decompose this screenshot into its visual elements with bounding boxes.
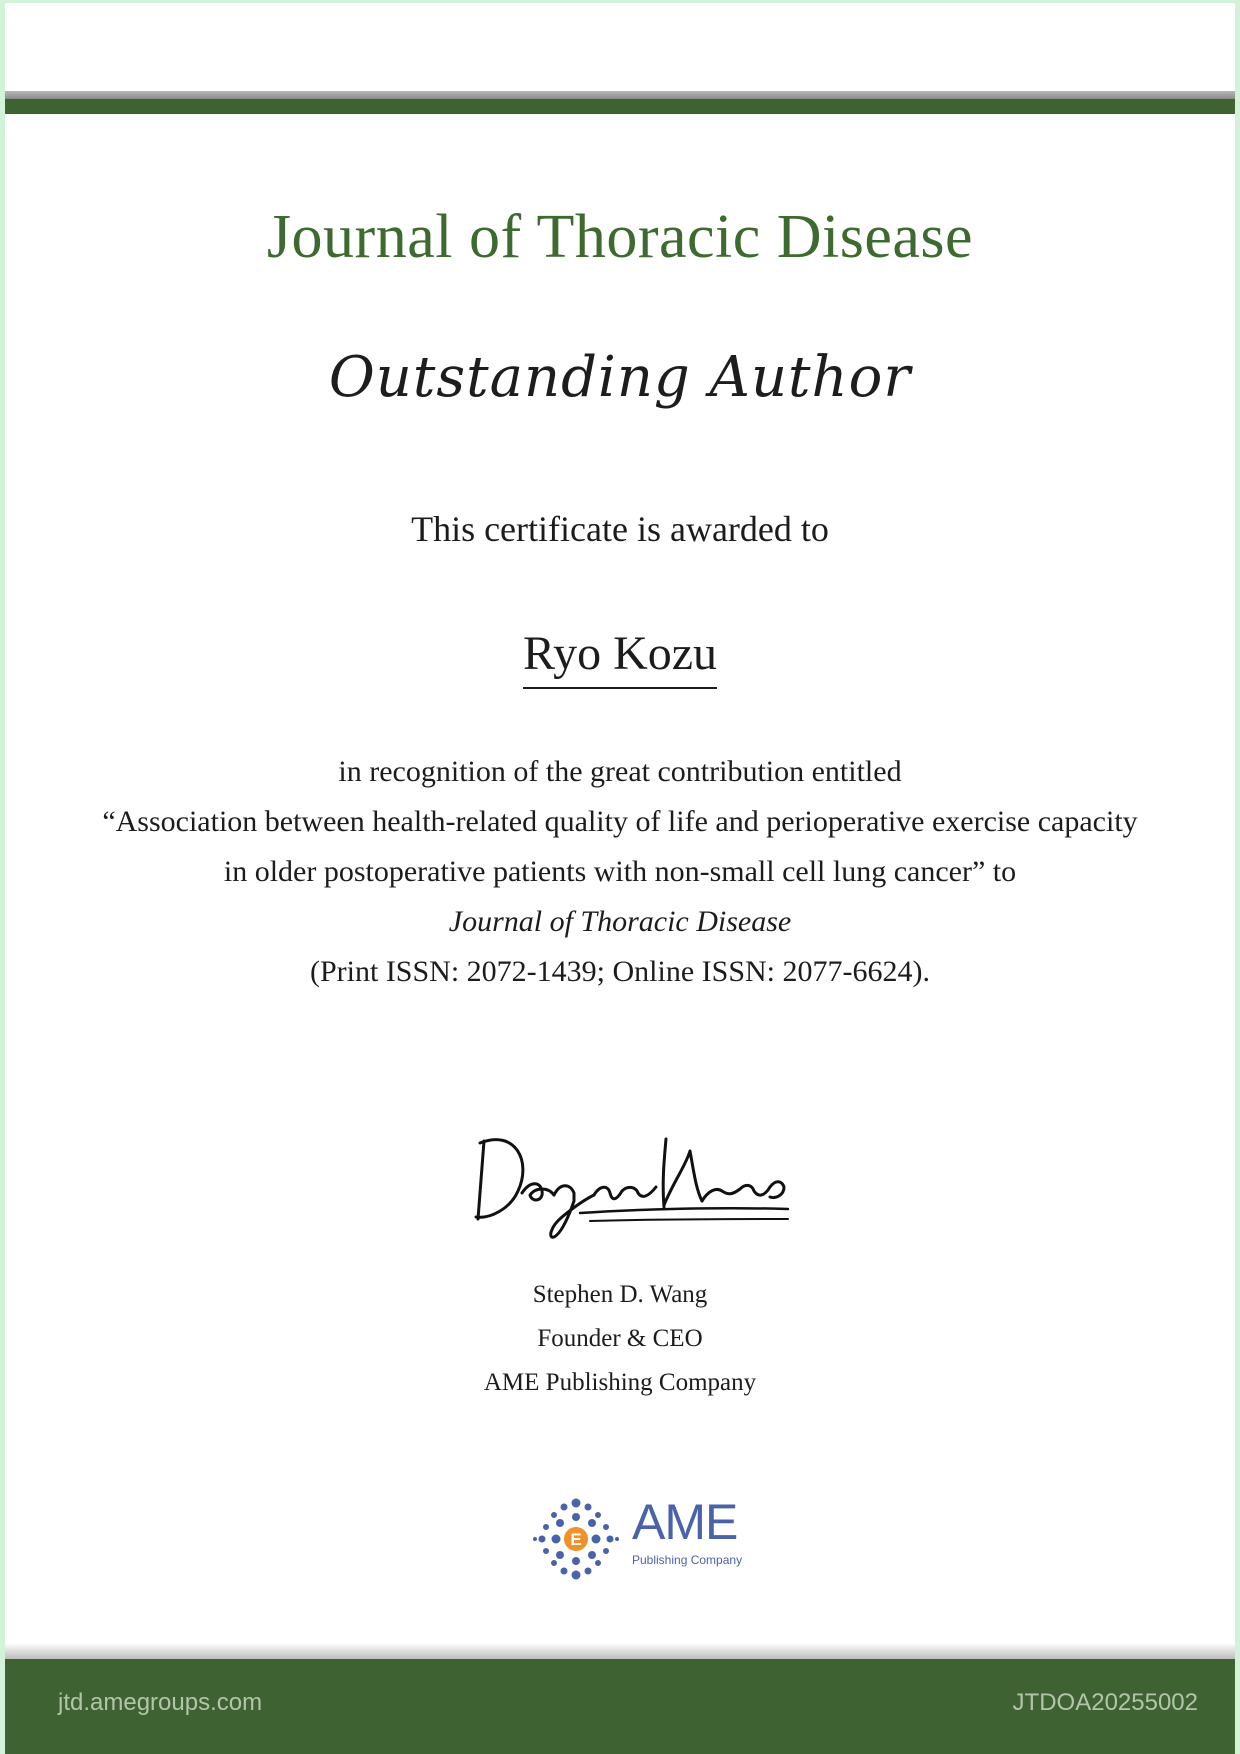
contribution-line-1: in recognition of the great contribution entitled xyxy=(338,755,902,788)
ame-dots-icon xyxy=(532,1495,628,1580)
ame-logo xyxy=(532,1495,742,1580)
footer-bar xyxy=(5,1659,1235,1754)
recipient-name: Ryo Kozu xyxy=(523,628,717,689)
contribution-issn: (Print ISSN: 2072-1439; Online ISSN: 2077-6624). xyxy=(309,955,930,988)
contribution-line-2: “Association between health-related quality of life and perioperative exercise capacity xyxy=(102,805,1138,838)
top-divider-grey xyxy=(5,91,1235,99)
signer-name: Stephen D. Wang xyxy=(532,1281,708,1308)
footer-website: jtd.amegroups.com xyxy=(58,1689,263,1716)
contribution-journal: Journal of Thoracic Disease xyxy=(448,905,792,938)
awarded-to-text: This certificate is awarded to xyxy=(411,509,829,549)
signer-company: AME Publishing Company xyxy=(483,1369,757,1396)
recipient-block xyxy=(5,628,1235,689)
award-title: Outstanding Author xyxy=(328,345,912,410)
journal-title: Journal of Thoracic Disease xyxy=(266,203,974,271)
contribution-line-3: in older postoperative patients with non-small cell lung cancer” to xyxy=(223,855,1017,888)
signature-image xyxy=(470,1121,800,1241)
contribution-text xyxy=(5,747,1235,997)
signer-role: Founder & CEO xyxy=(537,1325,703,1352)
footer-shadow xyxy=(5,1643,1235,1659)
logo-subtitle: Publishing Company xyxy=(632,1553,743,1567)
logo-name: AME xyxy=(632,1494,738,1550)
signer-block xyxy=(5,1273,1235,1405)
footer-certificate-id: JTDOA20255002 xyxy=(1012,1689,1198,1716)
top-divider-green xyxy=(5,99,1235,114)
logo-letter: E xyxy=(570,1530,582,1549)
